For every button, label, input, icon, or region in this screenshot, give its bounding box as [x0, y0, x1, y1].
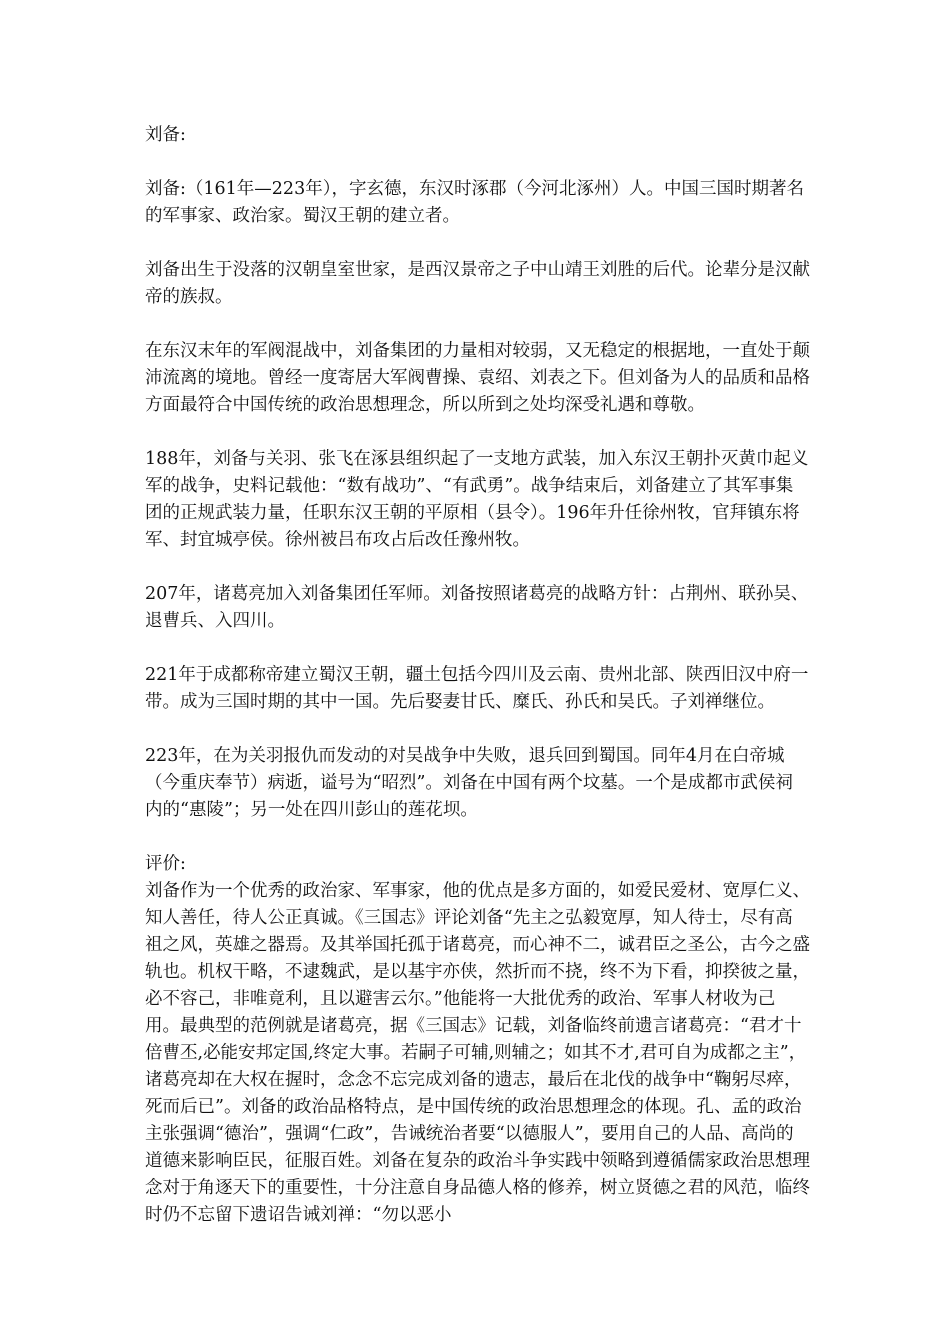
paragraph-warlords: 在东汉末年的军阀混战中，刘备集团的力量相对较弱，又无稳定的根据地，一直处于颠沛流离的境地。曾经一度寄居大军阀曹操、袁绍、刘表之下。但刘备为人的品质和品格方面最符合中国传统的政治思想理念，所以所到之处均深受礼遇和尊敬。 — [145, 341, 810, 415]
paragraph-223: 223年，在为关羽报仇而发动的对吴战争中失败，退兵回到蜀国。同年4月在白帝城（今重庆奉节）病逝，谥号为“昭烈”。刘备在中国有两个坟墓。一个是成都市武侯祠内的“惠陵”；另一处在四川彭山的莲花坝。 — [145, 746, 793, 820]
evaluation-label: 评价: — [145, 854, 186, 874]
evaluation-text: 刘备作为一个优秀的政治家、军事家，他的优点是多方面的，如爱民爱材、宽厚仁义、知人善任，待人公正真诚。《三国志》评论刘备“先主之弘毅宽厚，知人待士，尽有高祖之风，英雄之器焉。及其举国托孤于诸葛亮，而心神不二，诚君臣之圣公，古今之盛轨也。机权干略，不逮魏武，是以基宇亦侠，然折而不挠，终不为下看，抑揆彼之量，必不容己，非唯竟利，且以避害云尔。”他能将一大批优秀的政治、军事人材收为己用。最典型的范例就是诸葛亮，据《三国志》记载，刘备临终前遗言诸葛亮：“君才十倍曹丕,必能安邦定国,终定大事。若嗣子可辅,则辅之；如其不才,君可自为成都之主”，诸葛亮却在大权在握时，念念不忘完成刘备的遗志，最后在北伐的战争中“鞠躬尽瘁，死而后已”。刘备的政治品格特点，是中国传统的政治思想理念的体现。孔、孟的政治主张强调“德治”，强调“仁政”，告诫统治者要“以德服人”，要用自己的人品、高尚的道德来影响臣民，征服百姓。刘备在复杂的政治斗争实践中领略到遵循儒家政治思想理念对于角逐天下的重要性，十分注意自身品德人格的修养，树立贤德之君的风范，临终时仍不忘留下遗诏告诫刘禅：“勿以恶小 — [145, 881, 810, 1225]
paragraph-207: 207年，诸葛亮加入刘备集团任军师。刘备按照诸葛亮的战略方针：占荆州、联孙吴、退曹兵、入四川。 — [145, 584, 809, 631]
document-page — [145, 122, 810, 1229]
paragraph-origin: 刘备出生于没落的汉朝皇室世家，是西汉景帝之子中山靖王刘胜的后代。论辈分是汉献帝的族叔。 — [145, 260, 810, 307]
document-heading: 刘备: — [145, 125, 186, 145]
paragraph-221: 221年于成都称帝建立蜀汉王朝，疆土包括今四川及云南、贵州北部、陕西旧汉中府一带。成为三国时期的其中一国。先后娶妻甘氏、糜氏、孙氏和吴氏。子刘禅继位。 — [145, 665, 809, 712]
paragraph-intro: 刘备:（161年—223年），字玄德，东汉时涿郡（今河北涿州）人。中国三国时期著名的军事家、政治家。蜀汉王朝的建立者。 — [145, 179, 804, 226]
paragraph-188: 188年，刘备与关羽、张飞在涿县组织起了一支地方武装，加入东汉王朝扑灭黄巾起义军的战争，史料记载他：“数有战功”、“有武勇”。战争结束后，刘备建立了其军事集团的正规武装力量，任职东汉王朝的平原相（县令）。196年升任徐州牧，官拜镇东将军、封宜城亭侯。徐州被吕布攻占后改任豫州牧。 — [145, 449, 809, 550]
